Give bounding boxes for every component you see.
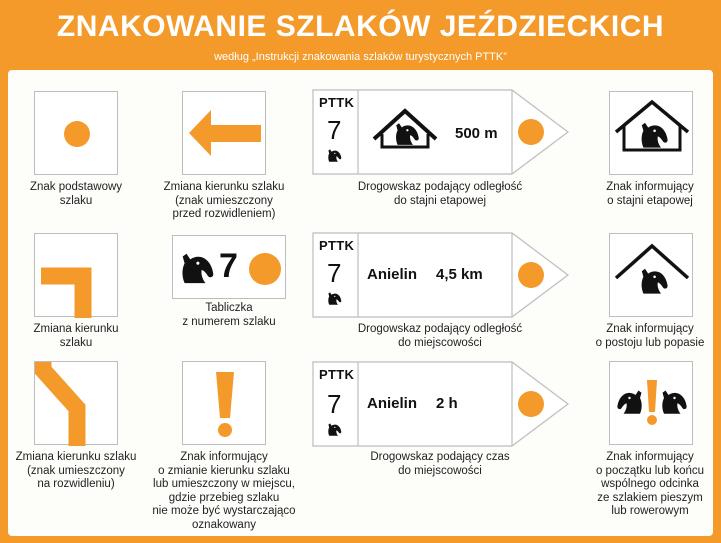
caption-guidepost-distance: Drogowskaz podający odległość do miejscowości <box>357 323 523 349</box>
caption-number-plate: Tabliczka z numerem szlaku <box>182 302 276 328</box>
distance-label: 4,5 km <box>436 266 483 283</box>
caption-info-rest: Znak informujący o postoju lub popasie <box>595 323 705 349</box>
guidepost-time <box>312 361 570 447</box>
pttk-label: PTTK <box>319 367 355 382</box>
caption-turn: Zmiana kierunku szlaku <box>33 323 119 349</box>
plate-number: 7 <box>219 247 238 285</box>
caption-guidepost-stable: Drogowskaz podający odległość do stajni etapowej <box>357 181 523 207</box>
stable-icon <box>610 92 694 176</box>
orange-dot-icon <box>518 119 544 145</box>
sign-turn-tile <box>34 233 118 317</box>
page-title: ZNAKOWANIE SZLAKÓW JEŹDZIECKICH <box>56 10 665 43</box>
orange-dot-icon <box>518 262 544 288</box>
page-subtitle: według „Instrukcji znakowania szlaków turystycznych PTTK” <box>214 51 507 63</box>
sign-turn-before-fork-tile <box>182 91 266 175</box>
sign-basic-tile <box>34 91 118 175</box>
distance-label: 500 m <box>455 125 498 142</box>
time-label: 2 h <box>436 395 458 412</box>
caption-guidepost-time: Drogowskaz podający czas do miejscowości <box>370 451 510 477</box>
caption-turn-at-fork: Zmiana kierunku szlaku (znak umieszczony na rozwidleniu) <box>15 451 137 490</box>
arrow-left-icon <box>183 92 267 176</box>
guidepost-distance <box>312 232 570 318</box>
caption-info-stable: Znak informujący o stajni etapowej <box>606 181 694 207</box>
sign-number-plate-tile <box>172 235 286 299</box>
exclamation-icon <box>647 380 657 412</box>
sign-info-shared-tile <box>609 361 693 445</box>
pttk-label: PTTK <box>319 238 355 253</box>
place-label: Anielin <box>367 395 418 412</box>
caption-basic: Znak podstawowy szlaku <box>29 181 123 207</box>
sign-info-stable-tile <box>609 91 693 175</box>
trail-number: 7 <box>327 258 342 288</box>
sign-info-rest-tile <box>609 233 693 317</box>
diagonal-turn-icon <box>35 362 119 446</box>
pttk-label: PTTK <box>319 95 355 110</box>
trail-number: 7 <box>327 115 342 145</box>
orange-dot-icon <box>35 92 119 176</box>
sign-warning-tile <box>182 361 266 445</box>
sign-turn-at-fork-tile <box>34 361 118 445</box>
guidepost-stable <box>312 89 570 175</box>
caption-warning: Znak informujący o zmianie kierunku szlaku lub umieszczony w miejscu, gdzie przebieg szlaku nie może być wystarczająco oznakowany <box>152 451 296 531</box>
shared-section-icon <box>610 362 694 446</box>
horse-head-icon <box>617 391 641 414</box>
trail-number: 7 <box>327 389 342 419</box>
rest-shelter-icon <box>610 234 694 318</box>
orange-dot-icon <box>249 253 281 285</box>
horse-head-icon <box>662 391 686 414</box>
turn-corner-icon <box>35 234 119 318</box>
place-label: Anielin <box>367 266 418 283</box>
orange-dot-icon <box>518 391 544 417</box>
exclamation-icon <box>183 362 267 446</box>
caption-info-shared: Znak informujący o początku lub końcu wspólnego odcinka ze szlakiem pieszym lub rowerowym <box>595 451 705 517</box>
caption-turn-before-fork: Zmiana kierunku szlaku (znak umieszczony przed rozwidleniem) <box>163 181 285 220</box>
horse-head-icon <box>182 254 213 283</box>
